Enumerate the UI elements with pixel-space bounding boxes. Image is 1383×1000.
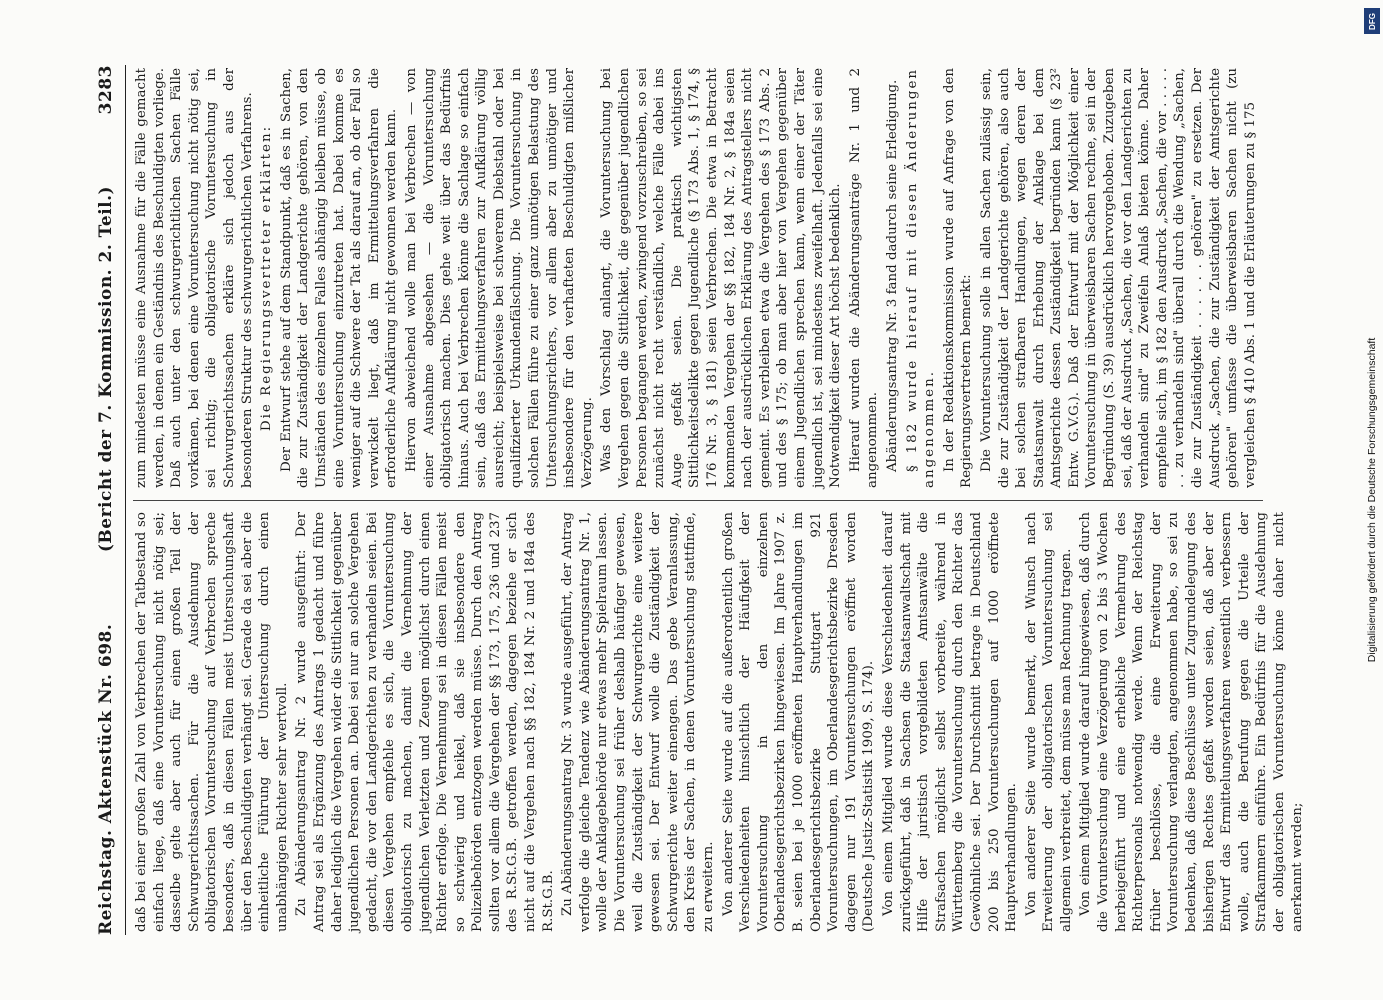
page-header (91, 65, 121, 935)
paragraph: In der Redaktionskommission wurde auf Anfrage von den Regierungsvertretern bemerkt: (941, 68, 975, 488)
right-column (133, 68, 1273, 488)
paragraph: Hiervon abweichend wolle man bei Verbrechen — von einer Ausnahme abgesehen — die Voruntersuchung obligatorisch machen. Dies gehe weit über das Bedürfnis hinaus. Auch bei Verbrechen könne die Sachlage so einfach sein, daß das Ermittelungsverfahren zur Aufklärung völlig ausreicht; beispielsweise bei schwerem Diebstahl oder bei qualifizierter Urkundenfälschung. Die Voruntersuchung in solchen Fällen führe zu einer ganz unnötigen Belastung des Untersuchungsrichters, vor allem aber zu unnötiger und insbesondere für den verhafteten Beschuldigten mißlicher Verzögerung. (403, 68, 595, 488)
section-heading: Die Regierungsvertreter erklärten: (259, 124, 275, 432)
paragraph: Die Voruntersuchung solle in allen Sachen zulässig sein, die zur Zuständigkeit der Landgerichte gehören, also auch bei solchen strafbaren Handlungen, wegen deren der Staatsanwalt durch Erhebung der Anklage bei dem Amtsgerichte dessen Zuständigkeit begründen kann (§ 23² Entw. G.V.G.). Daß der Entwurf mit der Möglichkeit einer Voruntersuchung in überweisbaren Sachen rechne, sei in der Begründung (S. 39) ausdrücklich hervorgehoben. Zuzugeben sei, daß der Ausdruck „Sachen, die vor den Landgerichten zu verhandeln sind" zu Zweifeln Anlaß bieten könne. Daher empfehle sich, im § 182 den Ausdruck „Sachen, die vor . . . . . . . zu verhandeln sind" überall durch die Wendung „Sachen, die zur Zuständigkeit . . . . . . gehören" zu ersetzen. Der Ausdruck „Sachen, die zur Zuständigkeit der Amtsgerichte gehören" umfasse die überweisbaren Sachen nicht (zu vergleichen § 410 Abs. 1 und die Erläuterungen zu § 175 (978, 68, 1258, 488)
column-divider (133, 500, 1263, 501)
header-rule (125, 65, 126, 935)
dfg-logo-text: DFG (1367, 12, 1377, 30)
dfg-logo (1364, 8, 1380, 34)
paragraph: zum mindesten müsse eine Ausnahme für die Fälle gemacht werden, in denen ein Geständnis des Beschuldigten vorliege. Daß auch unter den schwurgerichtlichen Sachen Fälle vorkämen, bei denen eine Voruntersuchung nicht nötig sei, sei richtig; die obligatorische Voruntersuchung in Schwurgerichtssachen erkläre sich jedoch aus der besonderen Struktur des schwurgerichtlichen Verfahrens. (134, 68, 255, 488)
paragraph: Von anderer Seite wurde bemerkt, der Wunsch nach Erweiterung der obligatorischen Voruntersuchung sei allgemein verbreitet, dem müsse man Rechnung tragen. (1023, 512, 1074, 932)
paragraph: Von einem Mitglied wurde diese Verschiedenheit darauf zurückgeführt, daß in Sachsen die Staatsanwaltschaft mit Hilfe der juristisch vorgebildeten Amtsanwälte die Strafsachen möglichst selbst vorbereite, während in Württemberg die Voruntersuchung durch den Richter das Gewöhnliche sei. Der Durchschnitt betrage in Deutschland 200 bis 250 Voruntersuchungen auf 1000 eröffnete Hauptverhandlungen. (880, 512, 1020, 932)
page-number: 3283 (96, 65, 116, 115)
paragraph: Zu Abänderungsantrag Nr. 2 wurde ausgeführt: Der Antrag sei als Ergänzung des Antrags 1 gedacht und führe daher lediglich die Vergehen wider die Sittlichkeit gegenüber jugendlichen Personen an. Dabei sei nur an solche Vergehen gedacht, die vor den Landgerichten zu verhandeln seien. Bei diesen Vergehen empfehle es sich, die Voruntersuchung obligatorisch zu machen, damit die Vernehmung der jugendlichen Verletzten und Zeugen möglichst durch einen Richter erfolge. Die Vernehmung sei in diesen Fällen meist so schwierig und heikel, daß sie insbesondere den Polizeibehörden entzogen werden müsse. Durch den Antrag sollten vor allem die Vergehen der §§ 173, 175, 236 und 237 des R.St.G.B. getroffen werden, dagegen beziehe er sich nicht auf die Vergehen nach §§ 182, 184 Nr. 2 und 184a des R.St.G.B. (294, 511, 556, 932)
paragraph: Der Entwurf stehe auf dem Standpunkt, daß es in Sachen, die zur Zuständigkeit der Landgerichte gehören, von den Umständen des einzelnen Falles abhängig bleiben müsse, ob eine Voruntersuchung einzutreten hat. Dabei komme es weniger auf die Schwere der Tat als darauf an, ob der Fall so verwickelt liegt, daß im Ermittelungsverfahren die erforderliche Aufklärung nicht gewonnen werden kann. (278, 68, 400, 488)
left-column (133, 511, 1305, 932)
paragraph: § 182 wurde hierauf mit diesen Änderungen angenommen. (904, 68, 938, 488)
paragraph: Zu Abänderungsantrag Nr. 3 wurde ausgeführt, der Antrag verfolge die gleiche Tendenz wie Abänderungsantrag Nr. 1, wolle der Anklagebehörde nur etwas mehr Spielraum lassen. Die Voruntersuchung sei früher deshalb häufiger gewesen, weil die Zuständigkeit der Schwurgerichte eine weitere gewesen sei. Der Entwurf wolle die Zuständigkeit der Schwurgerichte weiter einengen. Das gebe Veranlassung, den Kreis der Sachen, in denen Voruntersuchung stattfinde, zu erweitern. (560, 512, 716, 932)
paragraph: Von einem Mitglied wurde darauf hingewiesen, daß durch die Voruntersuchung eine Verzögerung von 2 bis 3 Wochen herbeigeführt und eine erhebliche Vermehrung des Richterpersonals notwendig werde. Wenn der Reichstag früher beschlösse, die eine Erweiterung der Voruntersuchung verlangten, angenommen habe, so sei zu bedenken, daß diese Beschlüsse unter Zugrundelegung des bisherigen Rechtes gefaßt worden seien, daß aber der Entwurf das Ermittelungsverfahren wesentlich verbessern wolle, auch die Berufung gegen die Urteile der Strafkammern einführe. Ein Bedürfnis für die Ausdehnung der obligatorischen Voruntersuchung könne daher nicht anerkannt werden; (1078, 512, 1305, 932)
paragraph: Von anderer Seite wurde auf die außerordentlich großen Verschiedenheiten hinsichtlich der Häufigkeit der Voruntersuchung in den einzelnen Oberlandesgerichtsbezirken hingewiesen. Im Jahre 1907 z. B. seien bei je 1000 eröffneten Hauptverhandlungen im Oberlandesgerichtsbezirke Stuttgart 921 Voruntersuchungen, im Oberlandesgerichtsbezirke Dresden dagegen nur 191 Voruntersuchungen eröffnet worden (Deutsche Justiz-Statistik 1909, S. 174). (720, 512, 877, 932)
paragraph: Abänderungsantrag Nr. 3 fand dadurch seine Erledigung. (884, 79, 900, 472)
paragraph: Was den Vorschlag anlangt, die Voruntersuchung bei Vergehen gegen die Sittlichkeit, die gegenüber jugendlichen Personen begangen werden, zwingend vorzuschreiben, so sei zunächst nicht recht verständlich, welche Fälle dabei ins Auge gefaßt seien. Die praktisch wichtigsten Sittlichkeitsdelikte gegen Jugendliche (§ 173 Abs. 1, § 174, § 176 Nr. 3, § 181) seien Verbrechen. Die etwa in Betracht kommenden Vergehen der §§ 182, 184 Nr. 2, § 184a seien nach der ausdrücklichen Erklärung des Antragstellers nicht gemeint. Es verbleiben etwa die Vergehen des § 173 Abs. 2 und des § 175; ob man aber hier von Vergehen gegenüber einem Jugendlichen sprechen kann, wenn einer der Täter jugendlich ist, sei mindestens zweifelhaft. Jedenfalls sei eine Notwendigkeit dieser Art höchst bedenklich. (599, 68, 844, 488)
paragraph: Hierauf wurden die Abänderungsanträge Nr. 1 und 2 angenommen. (847, 68, 881, 488)
digitization-credit: Digitalisierung gefördert durch die Deutsche Forschungsgemeinschaft (1366, 337, 1378, 663)
paragraph: daß bei einer großen Zahl von Verbrechen der Tatbestand so einfach liege, daß eine Voruntersuchung nicht nötig sei; dasselbe gelte aber auch für einen großen Teil der Schwurgerichtssachen. Für die Ausdehnung der obligatorischen Voruntersuchung auf Verbrechen spreche besonders, daß in diesen Fällen meist Untersuchungshaft über den Beschuldigten verhängt sei. Gerade da sei aber die einheitliche Führung der Untersuchung durch einen unabhängigen Richter sehr wertvoll. (134, 512, 290, 932)
header-center: (Bericht der 7. Kommission. 2. Teil.) (96, 185, 116, 553)
rotated-document-page (73, 50, 1305, 950)
header-left: Reichstag. Aktenstück Nr. 698. (96, 623, 116, 935)
